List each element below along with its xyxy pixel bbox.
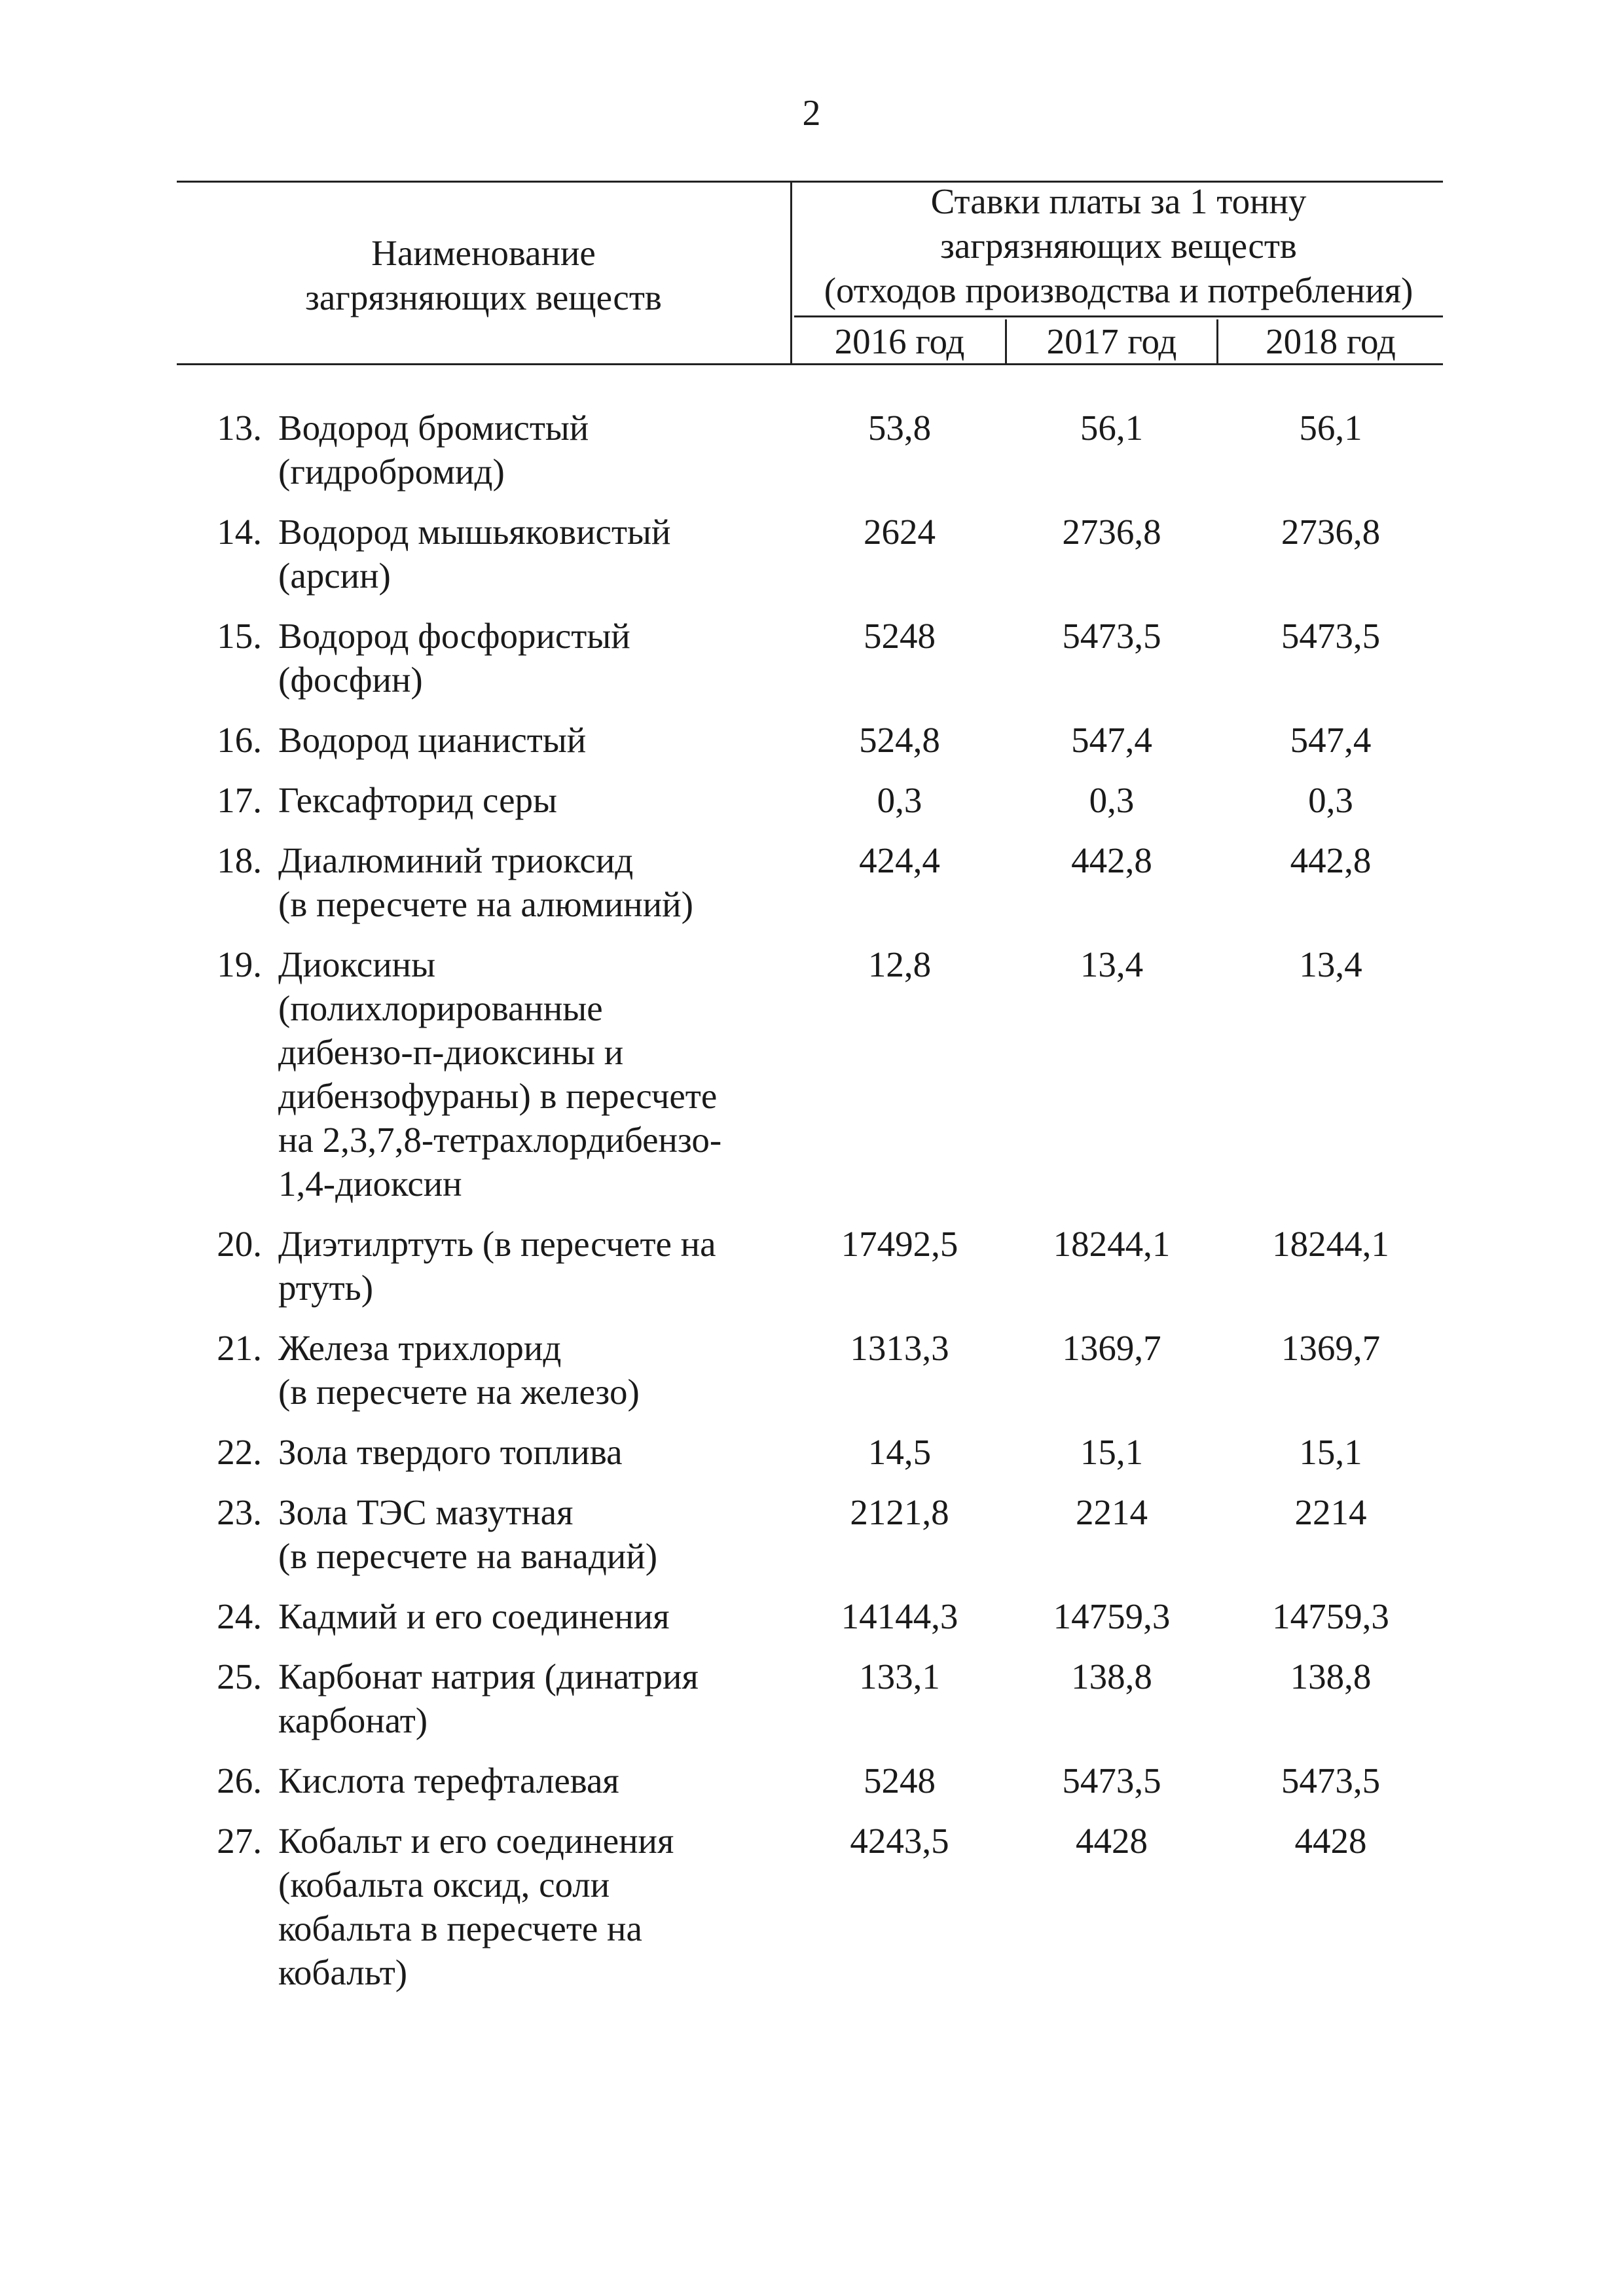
row-number: 15. [217, 616, 262, 656]
substance-name [278, 1326, 789, 1414]
rate-value-2018: 2736,8 [1281, 512, 1381, 552]
rate-value-2016: 524,8 [859, 720, 940, 760]
table-row [177, 718, 1443, 762]
rate-value-2017: 2214 [1076, 1492, 1148, 1532]
rate-value-2017: 0,3 [1089, 780, 1135, 820]
rate-value-2018: 15,1 [1299, 1432, 1362, 1472]
row-number: 19. [217, 944, 262, 984]
table-row [177, 1759, 1443, 1803]
row-number: 22. [217, 1432, 262, 1472]
substance-name [278, 718, 789, 762]
substance-name-line: (полихлорированные [278, 988, 603, 1028]
column-header-name-line: Наименование [371, 233, 596, 273]
rate-value-2018: 14759,3 [1272, 1596, 1389, 1636]
row-number: 26. [217, 1761, 262, 1801]
rate-value-2018: 547,4 [1290, 720, 1372, 760]
substance-name [278, 614, 789, 702]
rate-value-2017: 56,1 [1080, 408, 1144, 448]
rate-value-2016: 12,8 [867, 944, 932, 984]
column-header-year-2016: 2016 год [794, 319, 1007, 363]
row-number: 27. [217, 1821, 262, 1861]
substance-name-line: Кислота терефталевая [278, 1761, 619, 1801]
table-row [177, 1655, 1443, 1742]
rate-value-2018: 18244,1 [1272, 1224, 1389, 1264]
substance-name [278, 1655, 789, 1742]
substance-name-line: Кобальт и его соединения [278, 1821, 674, 1861]
rate-value-2018: 2214 [1294, 1492, 1367, 1532]
substance-name [278, 1759, 789, 1803]
table-row [177, 942, 1443, 1206]
substance-name-line: дибензо-п-диоксины и [278, 1032, 624, 1072]
table-row [177, 1326, 1443, 1414]
row-number: 20. [217, 1224, 262, 1264]
column-header-rates-line: загрязняющих веществ [940, 226, 1297, 266]
rate-value-2017: 14759,3 [1053, 1596, 1171, 1636]
rate-value-2016: 53,8 [867, 408, 932, 448]
substance-name-line: (в пересчете на железо) [278, 1372, 640, 1412]
row-number: 17. [217, 780, 262, 820]
substance-name-line: кобальта в пересчете на [278, 1909, 642, 1948]
rate-value-2017: 5473,5 [1062, 616, 1161, 656]
rate-value-2016: 17492,5 [841, 1224, 958, 1264]
page-number: 2 [802, 93, 821, 134]
column-header-year-2018: 2018 год [1266, 321, 1396, 361]
substance-name-line: Диэтилртуть (в пересчете на [278, 1224, 716, 1264]
table-row [177, 1490, 1443, 1578]
rate-value-2016: 14144,3 [841, 1596, 958, 1636]
table-header [177, 181, 1443, 365]
substance-name-line: 1,4-диоксин [278, 1164, 462, 1204]
column-header-rates-line: (отходов производства и потребления) [824, 270, 1413, 310]
row-number: 24. [217, 1596, 262, 1636]
rate-value-2016: 5248 [864, 1761, 936, 1801]
row-number: 14. [217, 512, 262, 552]
substance-name [278, 1594, 789, 1638]
substance-name-line: дибензофураны) в пересчете [278, 1076, 718, 1116]
substance-name-line: Водород бромистый [278, 408, 589, 448]
row-number: 13. [217, 408, 262, 448]
column-header-name-line: загрязняющих веществ [305, 278, 662, 317]
rate-value-2016: 1313,3 [850, 1328, 949, 1368]
table-row [177, 1594, 1443, 1638]
substance-name [278, 778, 789, 822]
substance-name-line: Водород фосфористый [278, 616, 630, 656]
substance-name-line: Зола ТЭС мазутная [278, 1492, 574, 1532]
substance-name-line: карбонат) [278, 1700, 428, 1740]
table-row [177, 1819, 1443, 1994]
substance-name [278, 1430, 789, 1474]
column-header-rates-line: Ставки платы за 1 тонну [930, 181, 1307, 221]
rate-value-2017: 2736,8 [1062, 512, 1161, 552]
substance-name [278, 838, 789, 926]
rate-value-2018: 4428 [1294, 1821, 1367, 1861]
row-number: 25. [217, 1657, 262, 1696]
substance-name [278, 510, 789, 598]
table-row [177, 778, 1443, 822]
rate-value-2017: 13,4 [1080, 944, 1144, 984]
rate-value-2017: 138,8 [1071, 1657, 1152, 1696]
rate-value-2018: 13,4 [1299, 944, 1362, 984]
rate-value-2016: 5248 [864, 616, 936, 656]
table-row [177, 1222, 1443, 1310]
substance-name-line: Водород мышьяковистый [278, 512, 671, 552]
substance-name-line: Гексафторид серы [278, 780, 557, 820]
rate-value-2016: 4243,5 [850, 1821, 949, 1861]
substance-name-line: Диоксины [278, 944, 436, 984]
substance-name-line: Кадмий и его соединения [278, 1596, 670, 1636]
table-body [177, 406, 1443, 2011]
rate-value-2017: 442,8 [1071, 840, 1152, 880]
rate-value-2016: 424,4 [859, 840, 940, 880]
substance-name-line: (гидробромид) [278, 452, 505, 492]
table-row [177, 614, 1443, 702]
rate-value-2016: 2624 [864, 512, 936, 552]
column-header-year-2017: 2017 год [1007, 319, 1218, 363]
substance-name-line: на 2,3,7,8-тетрахлордибензо- [278, 1120, 722, 1160]
table-row [177, 1430, 1443, 1474]
rate-value-2017: 1369,7 [1062, 1328, 1161, 1368]
substance-name-line: кобальт) [278, 1952, 408, 1992]
rate-value-2018: 0,3 [1308, 780, 1353, 820]
rate-value-2017: 4428 [1076, 1821, 1148, 1861]
column-header-name [177, 183, 792, 363]
rate-value-2017: 15,1 [1080, 1432, 1144, 1472]
row-number: 16. [217, 720, 262, 760]
substance-name [278, 406, 789, 493]
substance-name [278, 1222, 789, 1310]
rate-value-2016: 0,3 [877, 780, 922, 820]
substance-name-line: (фосфин) [278, 660, 423, 700]
table-row [177, 510, 1443, 598]
substance-name-line: Карбонат натрия (динатрия [278, 1657, 699, 1696]
substance-name-line: (арсин) [278, 556, 391, 596]
rate-value-2017: 5473,5 [1062, 1761, 1161, 1801]
substance-name [278, 1490, 789, 1578]
column-header-rates [794, 183, 1443, 317]
substance-name-line: Диалюминий триоксид [278, 840, 634, 880]
rate-value-2017: 18244,1 [1053, 1224, 1171, 1264]
substance-name-line: (в пересчете на алюминий) [278, 884, 693, 924]
substance-name-line: ртуть) [278, 1268, 374, 1308]
rate-value-2018: 56,1 [1299, 408, 1362, 448]
rate-value-2016: 133,1 [859, 1657, 940, 1696]
rate-value-2016: 2121,8 [850, 1492, 949, 1532]
rate-value-2018: 442,8 [1290, 840, 1372, 880]
substance-name-line: (в пересчете на ванадий) [278, 1536, 658, 1576]
substance-name-line: Железа трихлорид [278, 1328, 562, 1368]
table-row [177, 838, 1443, 926]
substance-name-line: Зола твердого топлива [278, 1432, 623, 1472]
table-row [177, 406, 1443, 493]
substance-name [278, 942, 789, 1206]
rate-value-2017: 547,4 [1071, 720, 1152, 760]
rate-value-2016: 14,5 [867, 1432, 932, 1472]
rate-value-2018: 5473,5 [1281, 1761, 1381, 1801]
rate-value-2018: 5473,5 [1281, 616, 1381, 656]
row-number: 18. [217, 840, 262, 880]
substance-name-line: (кобальта оксид, соли [278, 1865, 610, 1905]
substance-name [278, 1819, 789, 1994]
row-number: 23. [217, 1492, 262, 1532]
rate-value-2018: 138,8 [1290, 1657, 1372, 1696]
substance-name-line: Водород цианистый [278, 720, 587, 760]
row-number: 21. [217, 1328, 262, 1368]
rate-value-2018: 1369,7 [1281, 1328, 1381, 1368]
